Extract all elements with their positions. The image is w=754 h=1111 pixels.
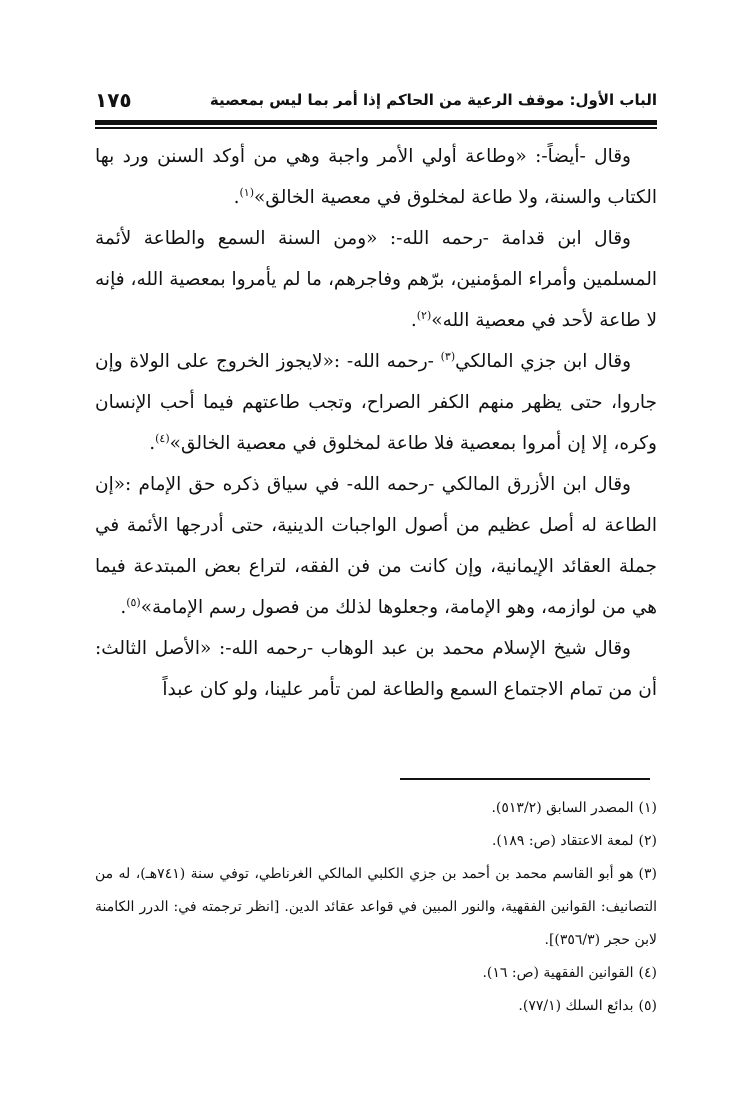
paragraph-1-text: وقال -أيضاً-: «وطاعة أولي الأمر واجبة وهي من أوكد السنن ورد بها الكتاب والسنة، ولا طاعة لمخلوق في معصية الخالق» (95, 146, 657, 208)
footnote-2 (95, 825, 657, 858)
paragraph-3-text-b: -رحمه الله- :«لايجوز الخروج على الولاة وإن جاروا، حتى يظهر منهم الكفر الصراح، وتجب طاعتهم فيما أحب الإنسان وكره، إلا إن أمروا بمعصية فلا طاعة لمخلوق في معصية الخالق» (95, 351, 657, 454)
footnote-ref-2: (٢) (416, 309, 432, 322)
footnote-number: (٤) (638, 965, 657, 981)
footnote-text: المصدر السابق (٥١٣/٢). (491, 800, 634, 816)
body-text (95, 136, 657, 710)
footnote-text: القوانين الفقهية (ص: ١٦). (482, 965, 634, 981)
chapter-title: الباب الأول: موقف الرعية من الحاكم إذا أمر بما ليس بمعصية (209, 91, 657, 109)
footnote-1 (95, 792, 657, 825)
paragraph-3: وقال ابن جزي المالكي$^{(٣)}$ -رحمه الله- :«لايجوز الخروج على الولاة وإن جاروا، حتى يظهر منهم الكفر الصراح، وتجب طاعتهم فيما أحب الإنسان وكره، إلا إن أمروا بمعصية فلا طاعة لمخلوق في معصية الخالق»$^{(٤)}$. (95, 350, 657, 454)
paragraph-2-text: وقال ابن قدامة -رحمه الله-: «ومن السنة السمع والطاعة لأئمة المسلمين وأمراء المؤمنين، برّهم وفاجرهم، ما لم يأمروا بمعصية الله، فإنه لا طاعة لأحد في معصية الله» (95, 228, 657, 331)
header-rule-thick (95, 120, 657, 125)
footnote-text: لمعة الاعتقاد (ص: ١٨٩). (491, 833, 634, 849)
footnote-ref-4: (٤) (155, 432, 170, 445)
footnote-4 (95, 957, 657, 990)
footnote-number: (١) (638, 800, 657, 816)
footnote-3 (95, 858, 657, 957)
footnote-ref-1: (١) (239, 186, 255, 199)
paragraph-4-text: وقال ابن الأزرق المالكي -رحمه الله- في سياق ذكره حق الإمام :«إن الطاعة له أصل عظيم من أصول الواجبات الدينية، حتى أدرجها الأئمة في جملة العقائد الإيمانية، وإن كانت من فن الفقه، لتراع بعض المبتدعة فيما هي من لوازمه، وهو الإمامة، وجعلوها لذلك من فصول رسم الإمامة» (95, 474, 657, 618)
footnote-number: (٥) (638, 998, 657, 1014)
paragraph-2: وقال ابن قدامة -رحمه الله-: «ومن السنة السمع والطاعة لأئمة المسلمين وأمراء المؤمنين، برّهم وفاجرهم، ما لم يأمروا بمعصية الله، فإنه لا طاعة لأحد في معصية الله»$^{(٢)}$. (95, 228, 657, 331)
header-rule-thin (95, 127, 657, 129)
paragraph-1: وقال -أيضاً-: «وطاعة أولي الأمر واجبة وهي من أوكد السنن ورد بها الكتاب والسنة، ولا طاعة لمخلوق في معصية الخالق»$^{(١)}$. (95, 146, 657, 208)
paragraph-5 (95, 628, 657, 710)
paragraph-4: وقال ابن الأزرق المالكي -رحمه الله- في سياق ذكره حق الإمام :«إن الطاعة له أصل عظيم من أصول الواجبات الدينية، حتى أدرجها الأئمة في جملة العقائد الإيمانية، وإن كانت من فن الفقه، لتراع بعض المبتدعة فيما هي من لوازمه، وهو الإمامة، وجعلوها لذلك من فصول رسم الإمامة»$^{(٥)}$. (95, 474, 657, 618)
footnotes (95, 792, 657, 1023)
footnote-text: هو أبو القاسم محمد بن أحمد بن جزي الكلبي المالكي الغرناطي، توفي سنة (٧٤١هـ)، له من التصانيف: القوانين الفقهية، والنور المبين في قواعد عقائد الدين. [انظر ترجمته في: الدرر الكامنة لابن حجر (٣٥٦/٣)]. (95, 866, 657, 948)
footnote-number: (٣) (638, 866, 657, 882)
page-number: ١٧٥ (95, 88, 132, 112)
running-header (95, 86, 657, 114)
paragraph-3-text-a: وقال ابن جزي المالكي (455, 351, 631, 372)
footnote-5 (95, 990, 657, 1023)
footnote-ref-3: (٣) (440, 350, 456, 363)
footnote-number: (٢) (638, 833, 657, 849)
paragraph-5-text: وقال شيخ الإسلام محمد بن عبد الوهاب -رحمه الله-: «الأصل الثالث: أن من تمام الاجتماع السمع والطاعة لمن تأمر علينا، ولو كان عبداً (95, 638, 657, 700)
footnote-separator (400, 778, 650, 780)
footnote-ref-5: (٥) (126, 596, 141, 609)
footnote-text: بدائع السلك (٧٧/١). (518, 998, 634, 1014)
